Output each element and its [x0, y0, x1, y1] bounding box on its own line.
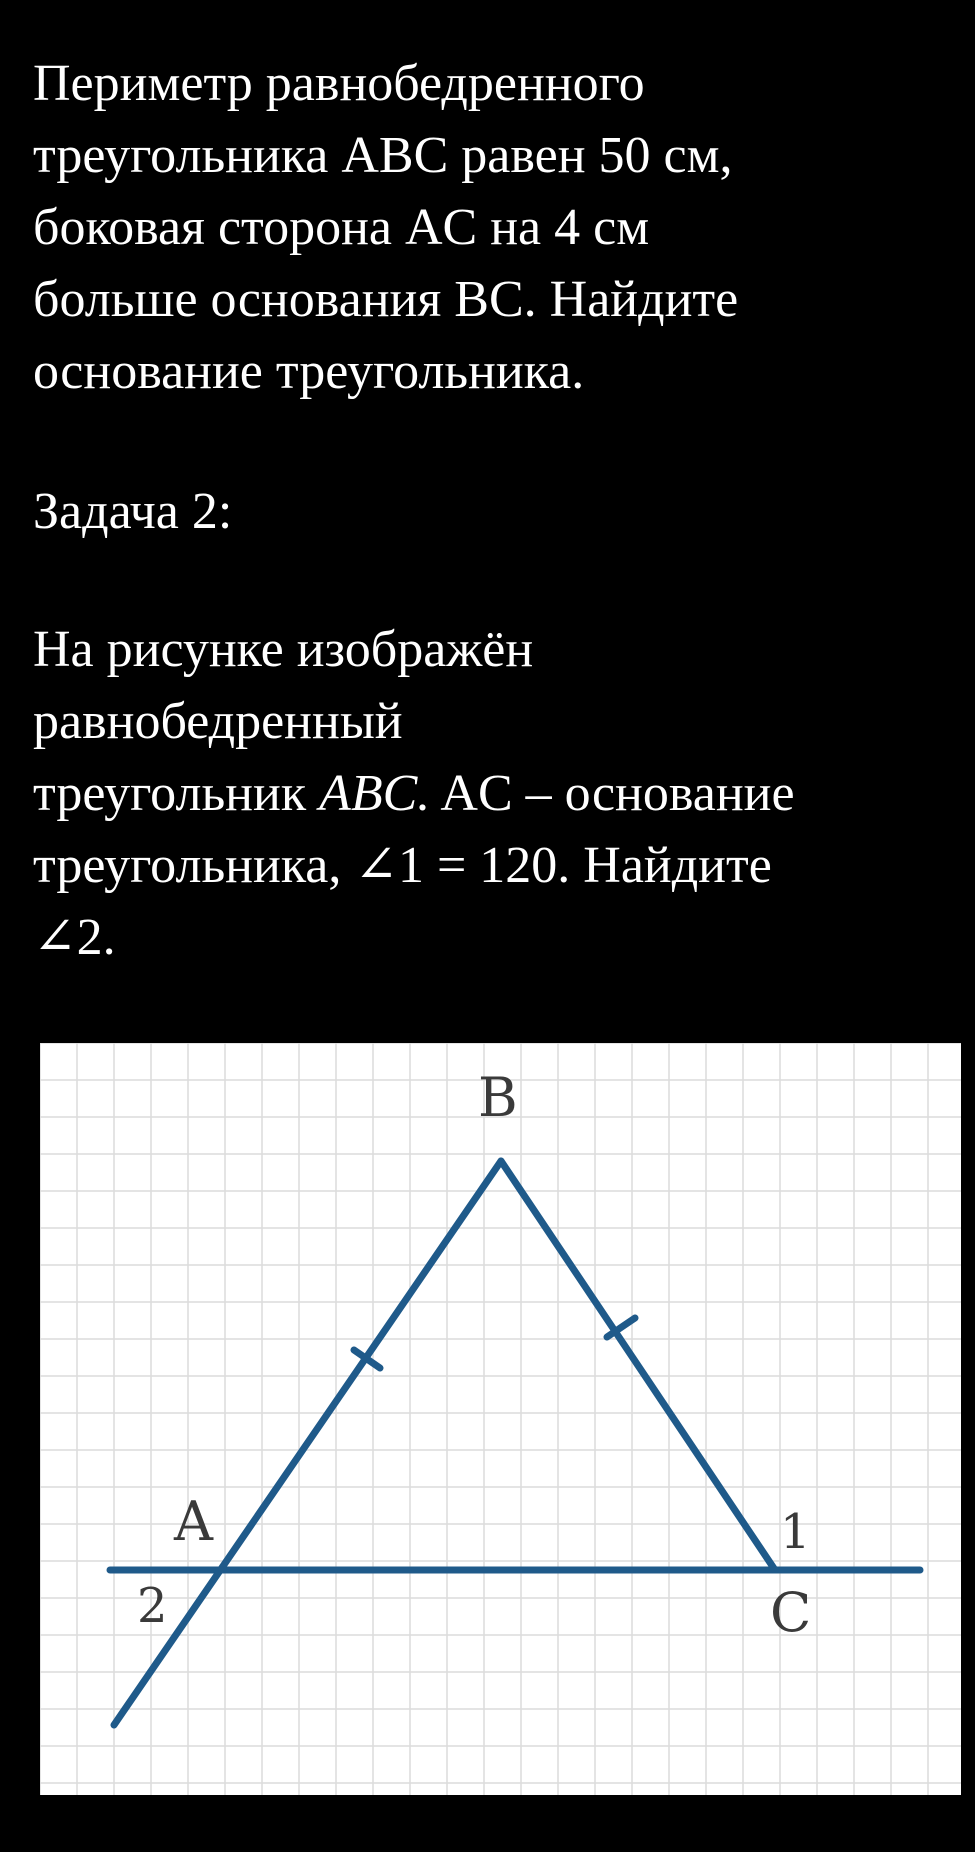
- vertex-label-a: A: [174, 1490, 213, 1553]
- problem2-line3-prefix: треугольник: [33, 765, 320, 822]
- problem1-line: треугольника ABC равен 50 см,: [33, 127, 733, 184]
- problem1-line: боковая сторона AC на 4 см: [33, 199, 650, 256]
- problem1-text: [33, 48, 973, 408]
- triangle-figure: [40, 1043, 961, 1795]
- vertex-label-c: C: [770, 1581, 812, 1644]
- angle-label-2: 2: [137, 1578, 168, 1634]
- problem2-line: [33, 758, 973, 830]
- problem2-heading: [33, 476, 973, 548]
- triangle-name-italic: ABC.: [319, 765, 431, 822]
- problem2-line3-suffix: AC – основание: [430, 765, 795, 822]
- problem2-line: равнобедренный: [33, 693, 403, 750]
- problem1-line: основание треугольника.: [33, 343, 585, 400]
- triangle-diagram: [40, 1043, 961, 1795]
- side-ab-extended: [114, 1161, 501, 1725]
- problem1-line: Периметр равнобедренного: [33, 55, 645, 112]
- vertex-label-b: B: [478, 1066, 518, 1129]
- grid-lines: [40, 1043, 961, 1795]
- side-bc: [501, 1161, 775, 1570]
- problem2-heading-text: Задача 2:: [33, 483, 233, 540]
- problem2-line: ∠2.: [33, 909, 116, 966]
- problem1-line: больше основания BC. Найдите: [33, 271, 739, 328]
- problem2-line: треугольника, ∠1 = 120. Найдите: [33, 837, 772, 894]
- problem2-text: [33, 614, 973, 974]
- problem2-line: На рисунке изображён: [33, 621, 534, 678]
- angle-label-1: 1: [780, 1504, 811, 1560]
